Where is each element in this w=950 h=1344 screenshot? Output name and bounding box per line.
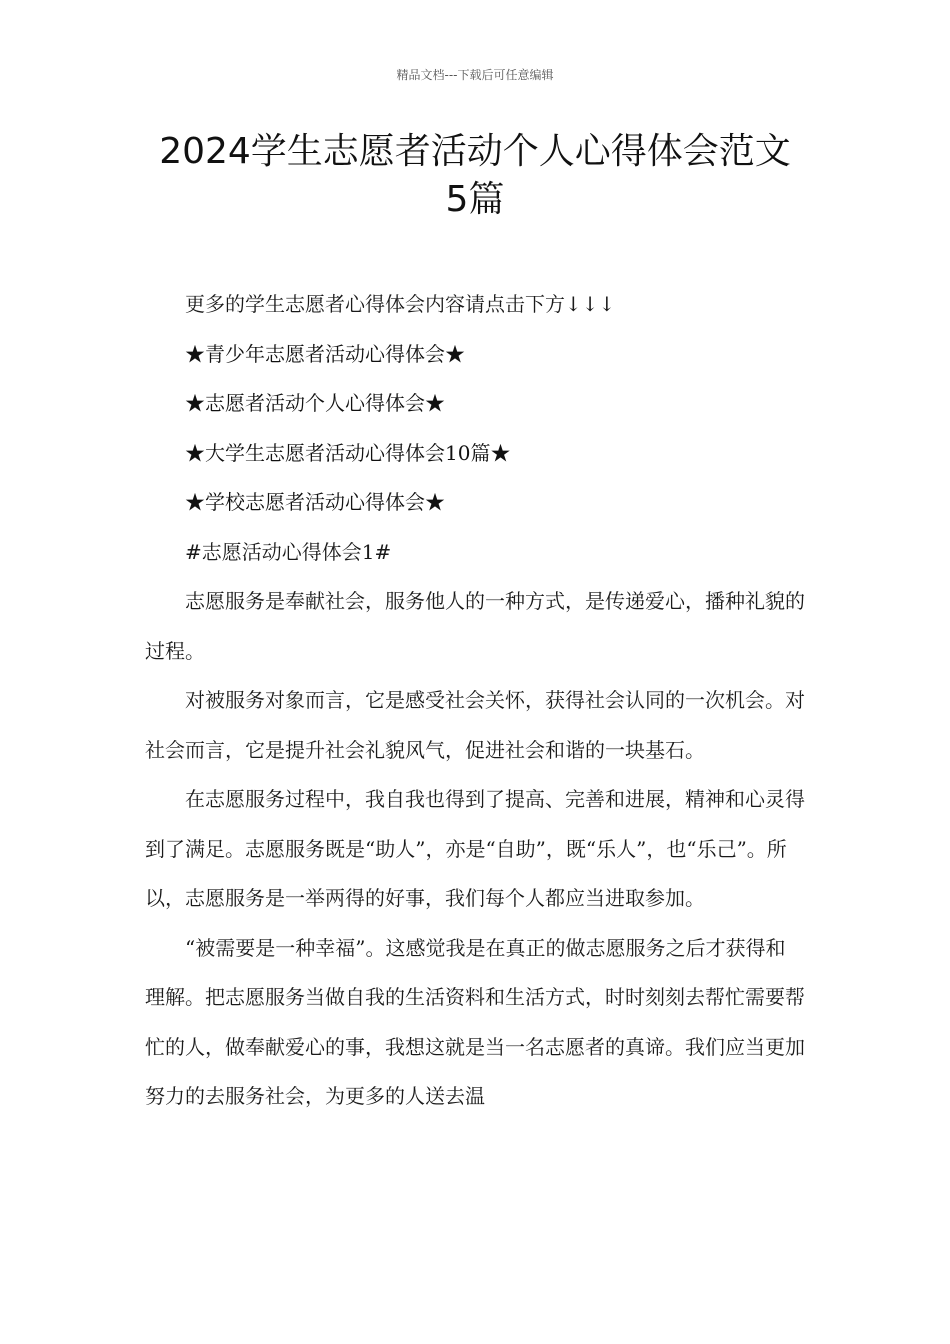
header-note: 精品文档---下载后可任意编辑: [396, 68, 554, 82]
intro-text: 更多的学生志愿者心得体会内容请点击下方↓↓↓: [185, 292, 616, 316]
paragraph-1: 志愿服务是奉献社会，服务他人的一种方式，是传递爱心，播种礼貌的过程。: [145, 589, 805, 663]
related-link-2[interactable]: ★志愿者活动个人心得体会★: [185, 391, 445, 415]
paragraph-4: “被需要是一种幸福”。这感觉我是在真正的做志愿服务之后才获得和理解。把志愿服务当做自我的生活资料和生活方式，时时刻刻去帮忙需要帮忙的人，做奉献爱心的事，我想这就是当一名志愿者的真谛。我们应当更加努力的去服务社会，为更多的人送去温: [145, 935, 805, 1108]
title-line-2: 5篇: [445, 179, 505, 220]
related-link-4[interactable]: ★学校志愿者活动心得体会★: [185, 490, 445, 514]
document-body: [145, 280, 805, 1122]
related-link-1[interactable]: ★青少年志愿者活动心得体会★: [185, 341, 465, 366]
title-line-1: 2024学生志愿者活动个人心得体会范文: [159, 131, 791, 172]
paragraph-3: 在志愿服务过程中，我自我也得到了提高、完善和进展，精神和心灵得到了满足。志愿服务既是“助人”，亦是“自助”，既“乐人”，也“乐己”。所以，志愿服务是一举两得的好事，我们每个人都应当进取参加。: [145, 787, 805, 910]
paragraph-2: 对被服务对象而言，它是感受社会关怀，获得社会认同的一次机会。对社会而言，它是提升社会礼貌风气，促进社会和谐的一块基石。: [145, 688, 805, 762]
section-heading: #志愿活动心得体会1#: [185, 539, 392, 564]
document-title: [120, 128, 830, 224]
related-link-3[interactable]: ★大学生志愿者活动心得体会10篇★: [185, 440, 511, 465]
